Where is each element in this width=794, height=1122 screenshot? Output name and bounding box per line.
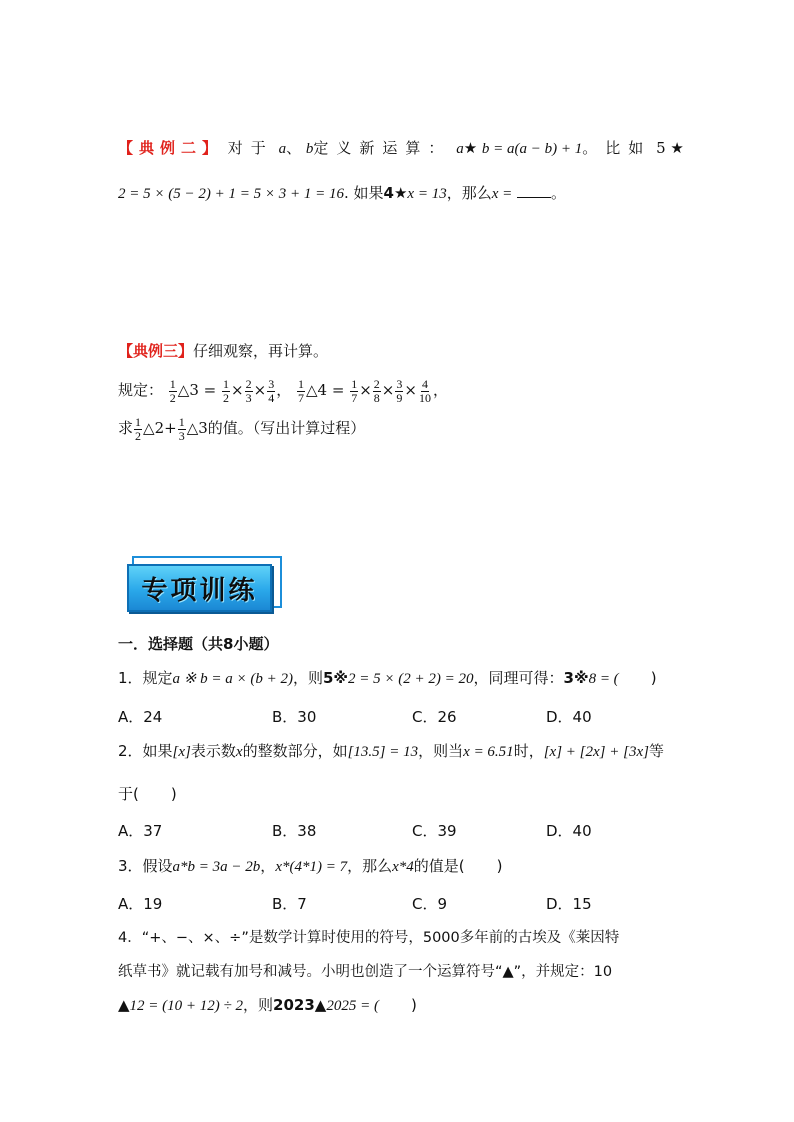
denominator: 2	[169, 390, 176, 405]
text: 时，	[513, 742, 544, 760]
formula: 8 = (	[588, 671, 619, 687]
q1-option-b[interactable]: B．30	[272, 708, 317, 726]
numerator: 2	[245, 376, 252, 391]
q1-option-c[interactable]: C．26	[412, 708, 457, 726]
times: ×	[231, 381, 244, 399]
triangle-symbol: △	[186, 419, 199, 437]
text: )	[170, 785, 177, 803]
question-4-line-2: 纸草书》就记载有加号和减号。小明也创造了一个运算符号“▲”，并规定：10	[118, 964, 613, 980]
example-3-question	[118, 413, 365, 443]
denominator: 10	[418, 390, 431, 405]
text: 定义新运算：	[313, 139, 452, 157]
formula: x*(4*1) = 7	[275, 859, 348, 875]
fraction	[245, 378, 253, 405]
text: 3．假设	[118, 857, 173, 875]
text: 规定：	[118, 381, 164, 399]
denominator: 7	[351, 390, 358, 405]
q2-option-b[interactable]: B．38	[272, 822, 317, 840]
question-1	[118, 668, 657, 689]
text: ，	[276, 381, 292, 399]
answer-blank[interactable]	[517, 183, 551, 198]
example-3-rule	[118, 375, 448, 405]
fraction	[222, 378, 230, 405]
number: 3※	[563, 669, 589, 687]
q3-option-a[interactable]: A．19	[118, 895, 163, 913]
special-training-banner	[127, 564, 272, 612]
var-x: x	[407, 186, 415, 202]
formula: [x] + [2x] + [3x]	[543, 744, 649, 760]
fraction	[134, 416, 142, 443]
star-symbol: ★	[463, 139, 478, 157]
text: ，	[432, 381, 448, 399]
triangle-symbol: △	[143, 419, 155, 437]
text: 的值。（写出计算过程）	[207, 419, 366, 437]
denominator: 3	[178, 428, 185, 443]
numerator: 1	[178, 414, 185, 429]
number: 2	[154, 419, 165, 437]
var-a: a	[278, 141, 287, 157]
plus: +	[164, 419, 177, 437]
formula: a*b = 3a − 2b	[172, 859, 261, 875]
example-2-line-1	[118, 138, 684, 159]
var-x: x	[491, 186, 499, 202]
condition: 4★	[383, 184, 408, 202]
text: 。	[551, 184, 567, 202]
text: 对于	[227, 139, 274, 157]
formula: 12 = (10 + 12) ÷ 2	[129, 998, 244, 1014]
question-2	[118, 741, 664, 762]
numerator: 4	[421, 376, 428, 391]
denominator: 2	[223, 390, 230, 405]
number: 4	[317, 381, 328, 399]
text: 。比如	[582, 139, 652, 157]
triangle-symbol: △	[305, 381, 318, 399]
equals: =	[331, 381, 345, 399]
text: ，那么	[446, 184, 492, 202]
text: 的整数部分，如	[242, 742, 348, 760]
times: ×	[253, 381, 267, 399]
q1-option-a[interactable]: A．24	[118, 708, 163, 726]
example-2-line-2	[118, 183, 566, 204]
example-3-tag: 【典例三】	[118, 342, 194, 360]
triangle-symbol: ▲	[118, 996, 130, 1014]
numerator: 1	[169, 376, 176, 391]
text: 于(	[118, 785, 139, 803]
text: 表示数	[190, 742, 236, 760]
example-3-line-1	[118, 341, 328, 361]
text: 、	[286, 139, 302, 157]
text: ，同理可得：	[473, 669, 564, 687]
question-4-line-3	[118, 995, 417, 1016]
denominator: 8	[373, 390, 380, 405]
numerator: 1	[223, 376, 230, 391]
fraction	[373, 378, 381, 405]
formula: [13.5] = 13	[347, 744, 419, 760]
q1-option-d[interactable]: D．40	[546, 708, 592, 726]
question-3	[118, 856, 503, 877]
denominator: 2	[135, 428, 142, 443]
text: 求	[118, 419, 134, 437]
text: )	[496, 857, 503, 875]
fraction	[350, 378, 358, 405]
number: 2023▲	[273, 996, 327, 1014]
times: ×	[381, 381, 395, 399]
formula: a ※ b = a × (b + 2)	[172, 671, 293, 687]
triangle-symbol: △	[177, 381, 190, 399]
q2-option-a[interactable]: A．37	[118, 822, 163, 840]
text: ，则	[243, 996, 274, 1014]
numerator: 3	[396, 376, 403, 391]
formula: =	[498, 186, 513, 202]
formula: 2025 = (	[326, 998, 379, 1014]
number: 5	[656, 139, 666, 157]
fraction	[297, 378, 305, 405]
example-2-tag: 【典例二】	[118, 139, 224, 157]
var-b: b	[305, 141, 314, 157]
banner-title: 专项训练	[141, 575, 258, 606]
q2-option-d[interactable]: D．40	[546, 822, 592, 840]
denominator: 4	[268, 390, 275, 405]
var-x: x	[235, 744, 243, 760]
numerator: 3	[268, 376, 275, 391]
denominator: 7	[297, 390, 304, 405]
star-symbol: ★	[670, 139, 684, 157]
denominator: 9	[396, 390, 403, 405]
text: 等	[648, 742, 664, 760]
fraction	[418, 378, 432, 405]
question-4-line-1: 4．“+、−、×、÷”是数学计算时使用的符号，5000多年前的古埃及《莱因特	[118, 930, 620, 946]
equals: =	[203, 381, 217, 399]
text: 仔细观察，再计算。	[193, 342, 329, 360]
times: ×	[359, 381, 372, 399]
q3-option-d[interactable]: D．15	[546, 895, 592, 913]
q3-option-c[interactable]: C．9	[412, 895, 448, 913]
text: ，	[260, 857, 276, 875]
number: 5※	[323, 669, 349, 687]
formula: [x]	[172, 744, 191, 760]
text: ，则	[292, 669, 323, 687]
formula: 2 = 5 × (2 + 2) = 20	[348, 671, 474, 687]
section-title: 一．选择题（共8小题）	[118, 635, 279, 653]
text: 的值是(	[413, 857, 465, 875]
formula: x = 6.51	[463, 744, 514, 760]
text: )	[650, 669, 657, 687]
formula: = 13	[414, 186, 447, 202]
text: . 如果	[343, 184, 384, 202]
formula: x*4	[392, 859, 414, 875]
text: 2．如果	[118, 742, 173, 760]
fraction	[395, 378, 403, 405]
text: )	[410, 996, 417, 1014]
text: ，那么	[347, 857, 393, 875]
fraction	[267, 378, 275, 405]
q3-option-b[interactable]: B．7	[272, 895, 307, 913]
numerator: 1	[135, 414, 142, 429]
numerator: 2	[373, 376, 380, 391]
number: 3	[198, 419, 208, 437]
formula: b = a(a − b) + 1	[481, 141, 583, 157]
fraction	[178, 416, 186, 443]
formula: 2 = 5 × (5 − 2) + 1 = 5 × 3 + 1 = 16	[118, 186, 344, 202]
fraction	[169, 378, 177, 405]
times: ×	[404, 381, 417, 399]
numerator: 1	[297, 376, 304, 391]
numerator: 1	[351, 376, 358, 391]
q2-option-c[interactable]: C．39	[412, 822, 457, 840]
text: 1．规定	[118, 669, 173, 687]
number: 3	[189, 381, 199, 399]
denominator: 3	[245, 390, 252, 405]
question-2-line-2	[118, 784, 177, 804]
var-a: a	[456, 141, 464, 157]
text: ，则当	[418, 742, 464, 760]
